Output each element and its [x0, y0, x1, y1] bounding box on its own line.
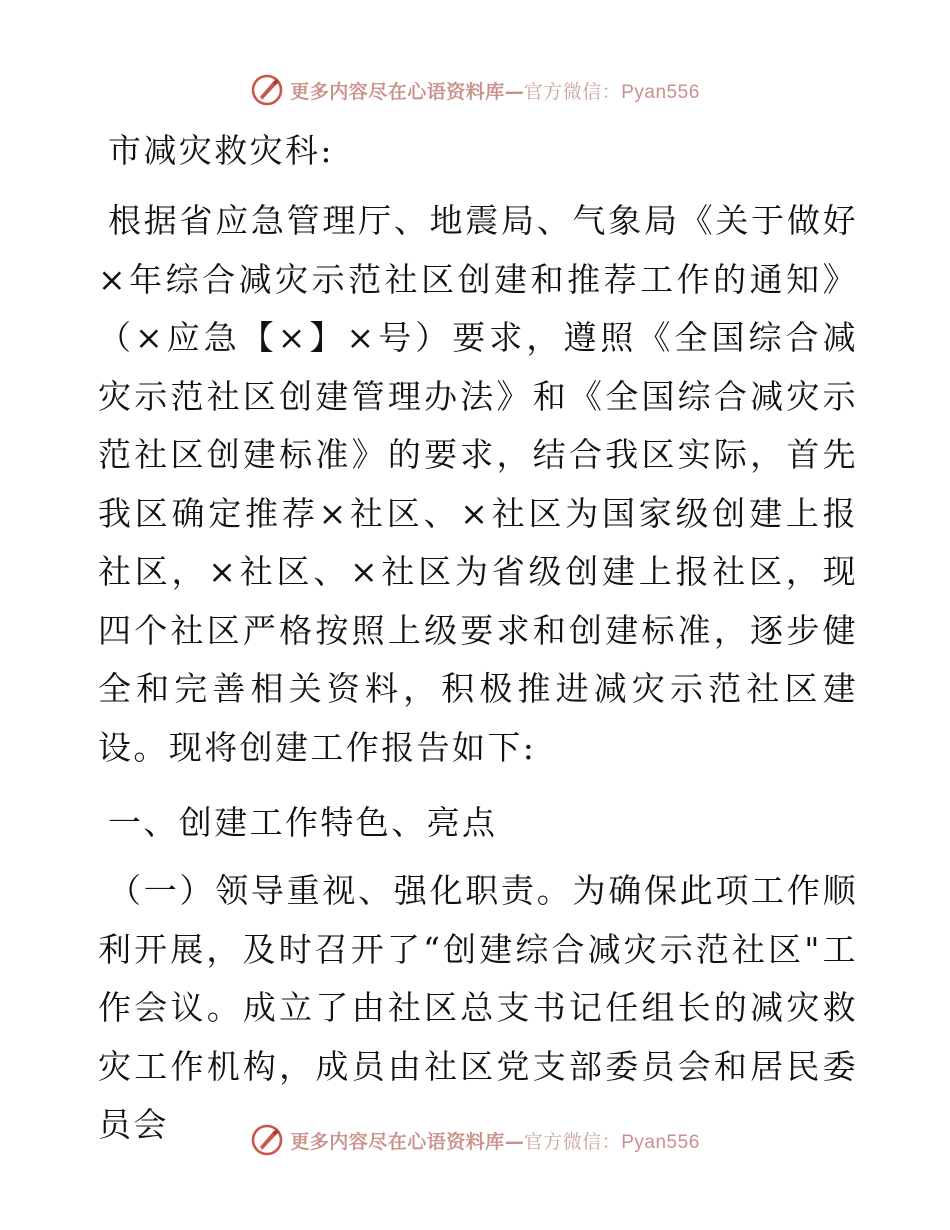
- paragraph-text: （一）领导重视、强化职责。为确保此项工作顺利开展，及时召开了“创建综合减灾示范社区"工作会议。成立了由社区总支书记任组长的减灾救灾工作机构，成员由社区党支部委员会和居民委员会: [98, 871, 858, 1144]
- watermark-banner-bottom: [0, 1120, 950, 1160]
- body-paragraph-2: [98, 862, 858, 1155]
- watermark-text: 更多内容尽在心语资料库—官方微信：Pyan556: [290, 1130, 700, 1153]
- watermark-banner-top: [0, 70, 950, 110]
- section-heading-1: 一、创建工作特色、亮点: [108, 803, 498, 842]
- paragraph-text: 根据省应急管理厅、地震局、气象局《关于做好×年综合减灾示范社区创建和推荐工作的通知》（×应急【×】×号）要求，遵照《全国综合减灾示范社区创建管理办法》和《全国综合减灾示范社区创建标准》的要求，结合我区实际，首先我区确定推荐×社区、×社区为国家级创建上报社区，×社区、×社区为省级创建上报社区，现四个社区严格按照上级要求和创建标准，逐步健全和完善相关资料，积极推进减灾示范社区建设。现将创建工作报告如下:: [98, 201, 858, 767]
- watermark-text: 更多内容尽在心语资料库—官方微信：Pyan556: [290, 80, 700, 103]
- pen-circle-logo-icon: [250, 73, 284, 107]
- body-paragraph-1: [98, 192, 858, 777]
- addressee: 市减灾救灾科:: [108, 131, 334, 170]
- pen-circle-logo-icon: [250, 1123, 284, 1157]
